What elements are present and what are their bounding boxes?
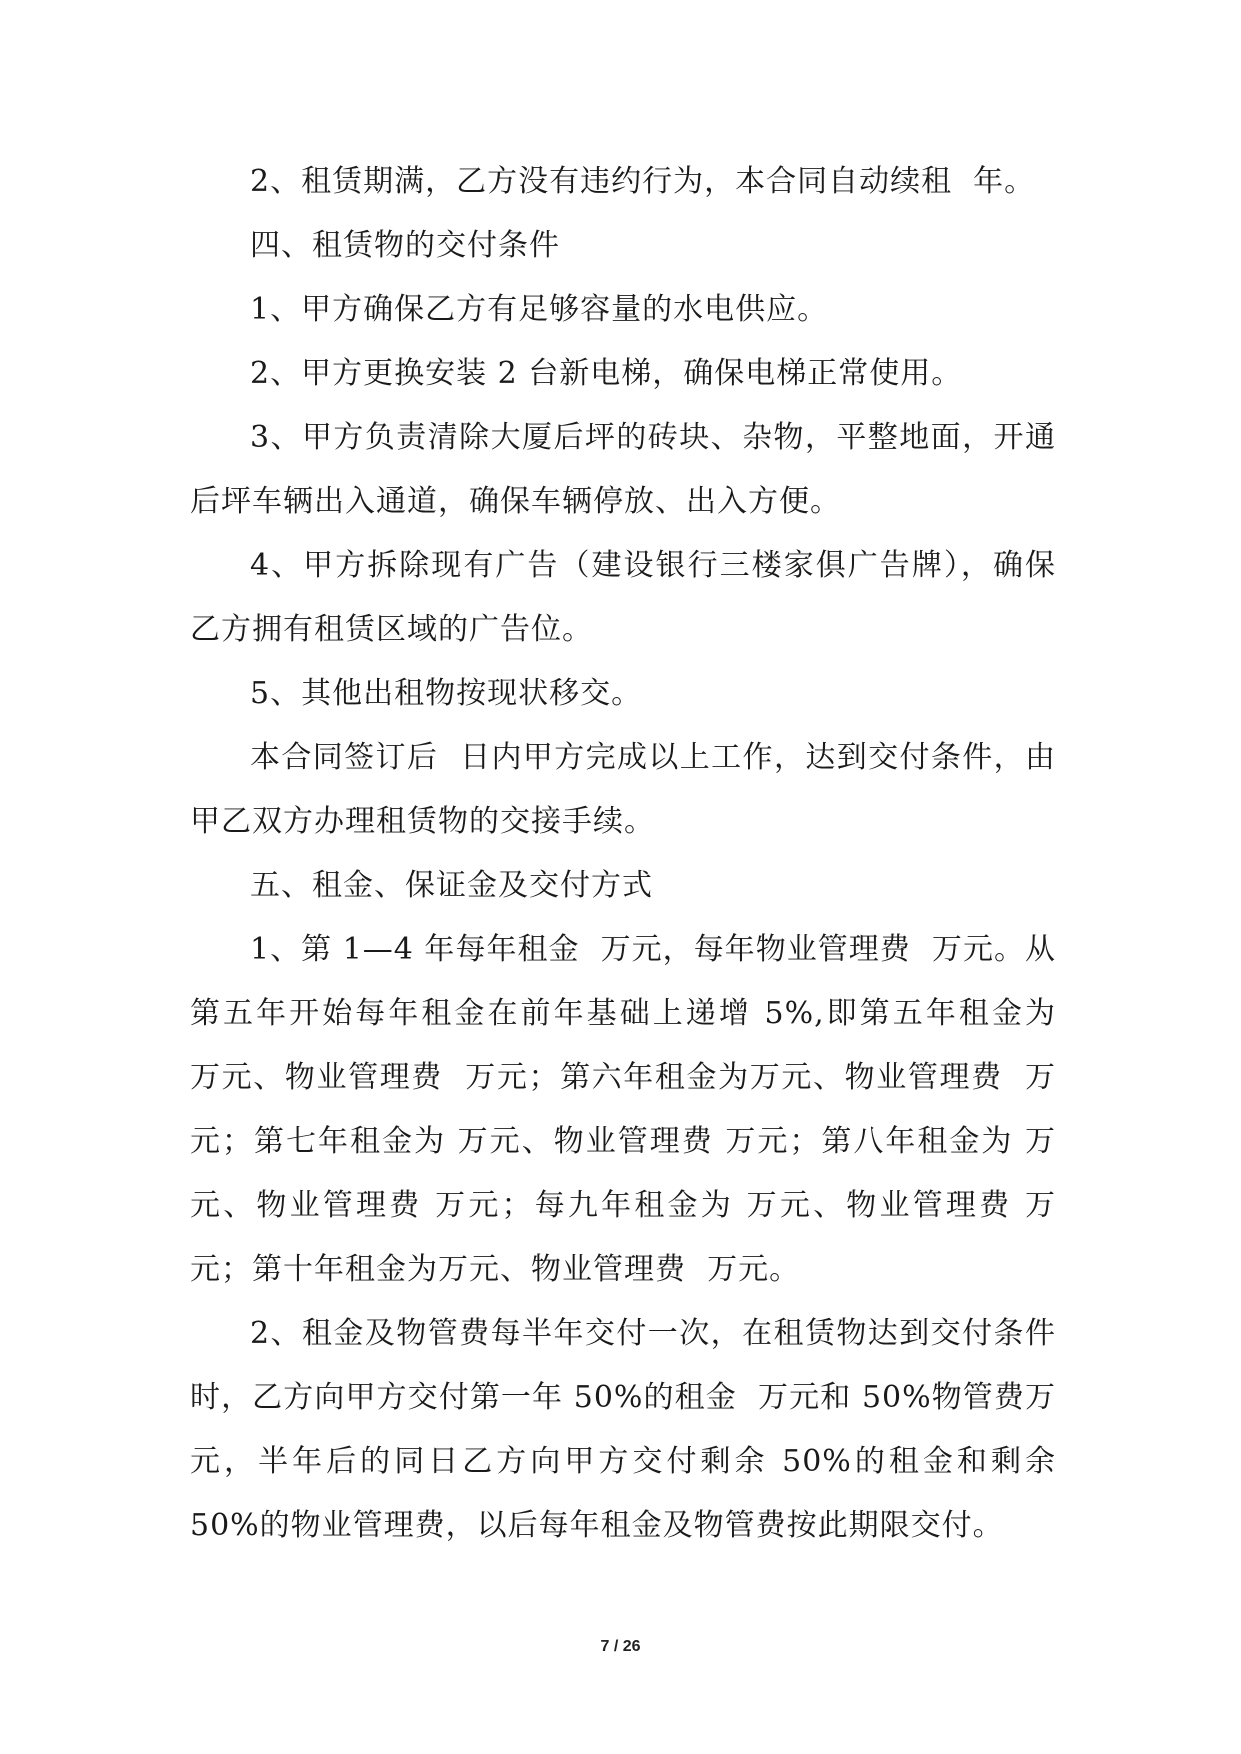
- paragraph-renewal: 2、租赁期满，乙方没有违约行为，本合同自动续租 年。: [250, 164, 1036, 199]
- paragraph-rear-lot: 3、甲方负责清除大厦后坪的砖块、杂物，平整地面，开通后坪车辆出入通道，确保车辆停放、出入方便。: [190, 420, 1056, 519]
- paragraph-advertising: 4、甲方拆除现有广告（建设银行三楼家俱广告牌），确保乙方拥有租赁区域的广告位。: [190, 548, 1056, 647]
- section-heading-delivery-conditions: 四、租赁物的交付条件: [250, 228, 560, 263]
- page-number: 7 / 26: [600, 1638, 641, 1655]
- section-heading-rent-deposit: 五、租金、保证金及交付方式: [250, 868, 653, 903]
- paragraph-rent-schedule: 1、第 1—4 年每年租金 万元，每年物业管理费 万元。从第五年开始每年租金在前年基础上递增 5%,即第五年租金为 万元、物业管理费 万元；第六年租金为万元、物业管理费 万元；第七年租金为 万元、物业管理费 万元；第八年租金为 万元、物业管理费 万元；每九年租金为 万元、物业管理费 万元；第十年租金为万元、物业管理费 万元。: [190, 932, 1078, 1287]
- paragraph-handover: 本合同签订后 日内甲方完成以上工作，达到交付条件，由甲乙双方办理租赁物的交接手续。: [190, 740, 1056, 839]
- paragraph-payment-terms: 2、租金及物管费每半年交付一次，在租赁物达到交付条件时，乙方向甲方交付第一年 50%的租金 万元和 50%物管费万元，半年后的同日乙方向甲方交付剩余 50%的租金和剩余 50%的物业管理费，以后每年租金及物管费按此期限交付。: [190, 1316, 1067, 1543]
- document-body: [190, 150, 1078, 1558]
- paragraph-other-items: 5、其他出租物按现状移交。: [250, 676, 643, 711]
- paragraph-utilities: 1、甲方确保乙方有足够容量的水电供应。: [250, 292, 829, 327]
- paragraph-elevators: 2、甲方更换安装 2 台新电梯，确保电梯正常使用。: [250, 356, 963, 391]
